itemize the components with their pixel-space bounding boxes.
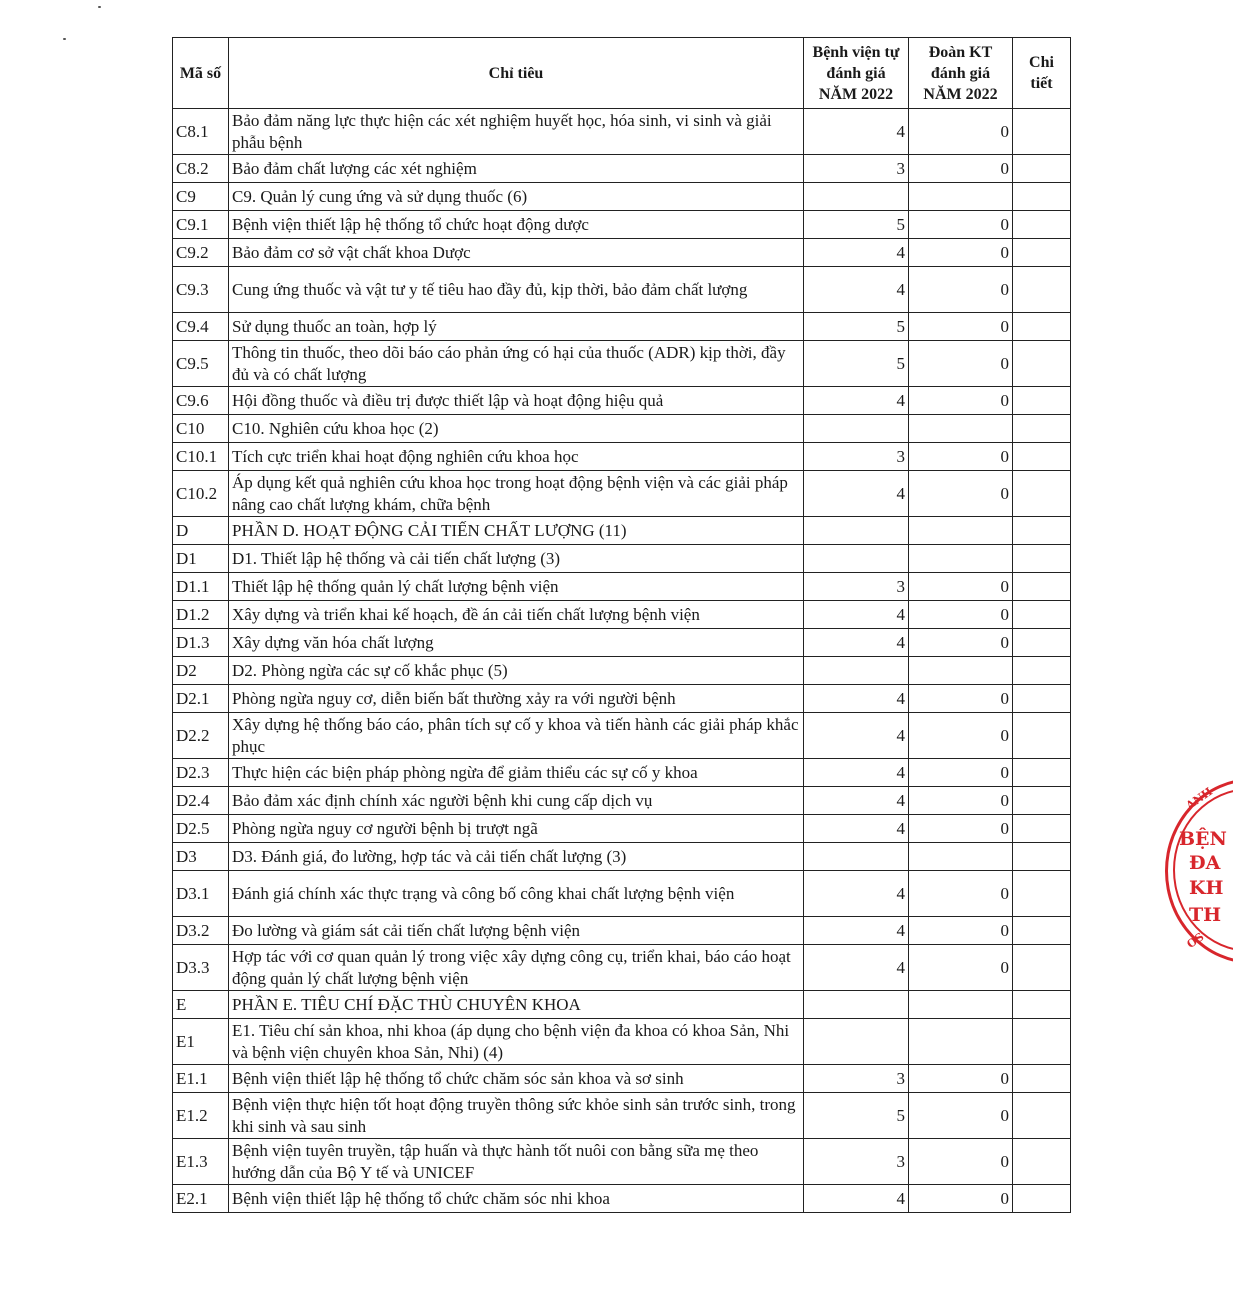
row-code: C10 [173, 415, 229, 443]
row-detail [1013, 573, 1071, 601]
row-criteria: Đo lường và giám sát cải tiến chất lượng bệnh viện [229, 917, 804, 945]
row-criteria: Phòng ngừa nguy cơ người bệnh bị trượt ngã [229, 815, 804, 843]
table-row [173, 239, 1071, 267]
table-row [173, 843, 1071, 871]
row-hospital-score: 5 [804, 211, 909, 239]
row-code: C10.1 [173, 443, 229, 471]
row-team-score: 0 [909, 387, 1013, 415]
row-criteria: Xây dựng và triển khai kế hoạch, đề án cải tiến chất lượng bệnh viện [229, 601, 804, 629]
table-row [173, 713, 1071, 759]
stamp-line-2: ĐA [1189, 852, 1221, 874]
row-team-score [909, 1019, 1013, 1065]
row-criteria: PHẦN E. TIÊU CHÍ ĐẶC THÙ CHUYÊN KHOA [229, 991, 804, 1019]
stamp-bottom-text: OS [1184, 930, 1207, 951]
table-row [173, 759, 1071, 787]
row-criteria: Bảo đảm xác định chính xác người bệnh khi cung cấp dịch vụ [229, 787, 804, 815]
row-hospital-score: 3 [804, 443, 909, 471]
row-code: C9.2 [173, 239, 229, 267]
row-detail [1013, 1185, 1071, 1213]
row-criteria: E1. Tiêu chí sản khoa, nhi khoa (áp dụng cho bệnh viện đa khoa có khoa Sản, Nhi và bệnh viện chuyên khoa Sản, Nhi) (4) [229, 1019, 804, 1065]
row-team-score: 0 [909, 759, 1013, 787]
row-code: D1 [173, 545, 229, 573]
table-row [173, 917, 1071, 945]
row-detail [1013, 871, 1071, 917]
row-hospital-score: 3 [804, 1065, 909, 1093]
row-code: C10.2 [173, 471, 229, 517]
table-row [173, 1093, 1071, 1139]
row-team-score: 0 [909, 211, 1013, 239]
table-row [173, 815, 1071, 843]
row-criteria: Đánh giá chính xác thực trạng và công bố công khai chất lượng bệnh viện [229, 871, 804, 917]
row-criteria: Hợp tác với cơ quan quản lý trong việc xây dựng công cụ, triển khai, báo cáo hoạt động quản lý chất lượng bệnh viện [229, 945, 804, 991]
row-criteria: Cung ứng thuốc và vật tư y tế tiêu hao đầy đủ, kịp thời, bảo đảm chất lượng [229, 267, 804, 313]
row-team-score [909, 517, 1013, 545]
stamp-line-3: KH [1189, 877, 1224, 899]
row-team-score: 0 [909, 155, 1013, 183]
row-team-score: 0 [909, 685, 1013, 713]
table-row [173, 387, 1071, 415]
table-body [173, 109, 1071, 1213]
table-header-row [173, 38, 1071, 109]
table-row [173, 1065, 1071, 1093]
row-team-score: 0 [909, 1065, 1013, 1093]
row-team-score: 0 [909, 1139, 1013, 1185]
row-code: E [173, 991, 229, 1019]
table-row [173, 1019, 1071, 1065]
row-code: D1.3 [173, 629, 229, 657]
stamp-line-4: TH [1189, 904, 1222, 926]
table-row [173, 871, 1071, 917]
row-hospital-score: 4 [804, 471, 909, 517]
row-team-score: 0 [909, 109, 1013, 155]
row-detail [1013, 443, 1071, 471]
row-criteria: Thông tin thuốc, theo dõi báo cáo phản ứng có hại của thuốc (ADR) kịp thời, đầy đủ và có chất lượng [229, 341, 804, 387]
table-row [173, 991, 1071, 1019]
row-team-score: 0 [909, 1093, 1013, 1139]
row-detail [1013, 183, 1071, 211]
row-detail [1013, 545, 1071, 573]
table-row [173, 341, 1071, 387]
row-team-score: 0 [909, 239, 1013, 267]
row-criteria: C10. Nghiên cứu khoa học (2) [229, 415, 804, 443]
row-team-score: 0 [909, 917, 1013, 945]
header-criteria: Chỉ tiêu [229, 38, 804, 109]
row-hospital-score: 4 [804, 815, 909, 843]
row-hospital-score: 4 [804, 629, 909, 657]
table-row [173, 629, 1071, 657]
row-hospital-score: 4 [804, 713, 909, 759]
row-code: D3 [173, 843, 229, 871]
row-hospital-score: 4 [804, 685, 909, 713]
row-detail [1013, 843, 1071, 871]
row-detail [1013, 657, 1071, 685]
row-hospital-score: 5 [804, 341, 909, 387]
row-criteria: Xây dựng văn hóa chất lượng [229, 629, 804, 657]
row-detail [1013, 601, 1071, 629]
scan-speck [63, 38, 66, 40]
row-detail [1013, 815, 1071, 843]
row-hospital-score [804, 545, 909, 573]
table-row [173, 267, 1071, 313]
table-row [173, 685, 1071, 713]
row-code: C8.1 [173, 109, 229, 155]
row-code: C8.2 [173, 155, 229, 183]
table-row [173, 517, 1071, 545]
row-team-score: 0 [909, 787, 1013, 815]
table-row [173, 573, 1071, 601]
row-code: E1.1 [173, 1065, 229, 1093]
header-code: Mã số [173, 38, 229, 109]
row-detail [1013, 387, 1071, 415]
row-team-score: 0 [909, 871, 1013, 917]
row-team-score [909, 415, 1013, 443]
row-criteria: Bảo đảm chất lượng các xét nghiệm [229, 155, 804, 183]
row-criteria: Hội đồng thuốc và điều trị được thiết lập và hoạt động hiệu quả [229, 387, 804, 415]
table-row [173, 657, 1071, 685]
table-row [173, 211, 1071, 239]
table-row [173, 443, 1071, 471]
table-row [173, 155, 1071, 183]
row-criteria: Bệnh viện thiết lập hệ thống tổ chức chăm sóc nhi khoa [229, 1185, 804, 1213]
row-criteria: Bệnh viện thiết lập hệ thống tổ chức hoạt động dược [229, 211, 804, 239]
row-team-score: 0 [909, 443, 1013, 471]
row-code: D [173, 517, 229, 545]
row-team-score: 0 [909, 1185, 1013, 1213]
row-detail [1013, 155, 1071, 183]
table-row [173, 471, 1071, 517]
row-criteria: Áp dụng kết quả nghiên cứu khoa học trong hoạt động bệnh viện và các giải pháp nâng cao chất lượng khám, chữa bệnh [229, 471, 804, 517]
row-code: D2.3 [173, 759, 229, 787]
table-row [173, 183, 1071, 211]
row-team-score: 0 [909, 601, 1013, 629]
row-team-score [909, 657, 1013, 685]
row-hospital-score: 4 [804, 871, 909, 917]
row-detail [1013, 471, 1071, 517]
row-detail [1013, 341, 1071, 387]
row-detail [1013, 759, 1071, 787]
row-criteria: Tích cực triển khai hoạt động nghiên cứu khoa học [229, 443, 804, 471]
row-hospital-score: 5 [804, 1093, 909, 1139]
row-hospital-score [804, 517, 909, 545]
row-hospital-score [804, 415, 909, 443]
row-criteria: Xây dựng hệ thống báo cáo, phân tích sự cố y khoa và tiến hành các giải pháp khắc phục [229, 713, 804, 759]
row-code: D3.3 [173, 945, 229, 991]
scan-speck [98, 6, 101, 8]
row-detail [1013, 991, 1071, 1019]
row-code: C9.4 [173, 313, 229, 341]
row-team-score: 0 [909, 815, 1013, 843]
row-code: C9.3 [173, 267, 229, 313]
row-detail [1013, 713, 1071, 759]
row-criteria: Phòng ngừa nguy cơ, diễn biến bất thường xảy ra với người bệnh [229, 685, 804, 713]
row-team-score: 0 [909, 471, 1013, 517]
row-detail [1013, 945, 1071, 991]
header-inspection-team: Đoàn KT đánh giá NĂM 2022 [909, 38, 1013, 109]
row-criteria: Sử dụng thuốc an toàn, hợp lý [229, 313, 804, 341]
row-criteria: Bệnh viện thực hiện tốt hoạt động truyền thông sức khỏe sinh sản trước sinh, trong khi sinh và sau sinh [229, 1093, 804, 1139]
row-hospital-score: 4 [804, 759, 909, 787]
row-hospital-score [804, 183, 909, 211]
table-row [173, 601, 1071, 629]
row-hospital-score: 3 [804, 573, 909, 601]
row-code: E1.3 [173, 1139, 229, 1185]
row-code: C9.6 [173, 387, 229, 415]
table-row [173, 415, 1071, 443]
table-row [173, 945, 1071, 991]
row-criteria: D1. Thiết lập hệ thống và cải tiến chất lượng (3) [229, 545, 804, 573]
row-hospital-score [804, 657, 909, 685]
row-hospital-score: 3 [804, 1139, 909, 1185]
row-detail [1013, 1093, 1071, 1139]
row-criteria: Bảo đảm năng lực thực hiện các xét nghiệm huyết học, hóa sinh, vi sinh và giải phẫu bệnh [229, 109, 804, 155]
row-criteria: Bệnh viện tuyên truyền, tập huấn và thực hành tốt nuôi con bằng sữa mẹ theo hướng dẫn của Bộ Y tế và UNICEF [229, 1139, 804, 1185]
row-team-score: 0 [909, 945, 1013, 991]
row-detail [1013, 517, 1071, 545]
row-code: D2.5 [173, 815, 229, 843]
row-detail [1013, 313, 1071, 341]
row-code: D2.4 [173, 787, 229, 815]
row-hospital-score: 5 [804, 313, 909, 341]
stamp-line-1: BỆN [1179, 828, 1227, 850]
row-code: D3.1 [173, 871, 229, 917]
row-detail [1013, 267, 1071, 313]
row-code: D2.1 [173, 685, 229, 713]
row-criteria: D2. Phòng ngừa các sự cố khắc phục (5) [229, 657, 804, 685]
table-row [173, 313, 1071, 341]
row-detail [1013, 917, 1071, 945]
row-criteria: Thực hiện các biện pháp phòng ngừa để giảm thiểu các sự cố y khoa [229, 759, 804, 787]
row-team-score: 0 [909, 629, 1013, 657]
row-code: D2 [173, 657, 229, 685]
row-hospital-score: 4 [804, 387, 909, 415]
row-criteria: Bệnh viện thiết lập hệ thống tổ chức chăm sóc sản khoa và sơ sinh [229, 1065, 804, 1093]
row-hospital-score [804, 1019, 909, 1065]
row-hospital-score: 4 [804, 109, 909, 155]
row-hospital-score: 4 [804, 267, 909, 313]
row-detail [1013, 1065, 1071, 1093]
row-hospital-score [804, 991, 909, 1019]
red-seal-stamp [1165, 770, 1233, 970]
row-code: C9.5 [173, 341, 229, 387]
header-hospital-self: Bệnh viện tự đánh giá NĂM 2022 [804, 38, 909, 109]
row-criteria: C9. Quản lý cung ứng và sử dụng thuốc (6) [229, 183, 804, 211]
row-team-score: 0 [909, 267, 1013, 313]
row-hospital-score: 4 [804, 945, 909, 991]
row-hospital-score: 4 [804, 601, 909, 629]
row-criteria: PHẦN D. HOẠT ĐỘNG CẢI TIẾN CHẤT LƯỢNG (11) [229, 517, 804, 545]
row-team-score: 0 [909, 341, 1013, 387]
row-team-score [909, 545, 1013, 573]
table-row [173, 1185, 1071, 1213]
table-row [173, 1139, 1071, 1185]
table-row [173, 787, 1071, 815]
row-code: D1.2 [173, 601, 229, 629]
row-code: D2.2 [173, 713, 229, 759]
row-hospital-score: 4 [804, 917, 909, 945]
row-hospital-score [804, 843, 909, 871]
row-code: C9.1 [173, 211, 229, 239]
row-detail [1013, 1019, 1071, 1065]
table-row [173, 545, 1071, 573]
row-code: D1.1 [173, 573, 229, 601]
criteria-table [172, 37, 1071, 1213]
row-detail [1013, 415, 1071, 443]
row-detail [1013, 787, 1071, 815]
row-team-score [909, 183, 1013, 211]
table-row [173, 109, 1071, 155]
row-detail [1013, 109, 1071, 155]
row-team-score: 0 [909, 573, 1013, 601]
row-code: E2.1 [173, 1185, 229, 1213]
row-team-score [909, 991, 1013, 1019]
row-detail [1013, 629, 1071, 657]
row-hospital-score: 3 [804, 155, 909, 183]
row-criteria: Thiết lập hệ thống quản lý chất lượng bệnh viện [229, 573, 804, 601]
row-hospital-score: 4 [804, 787, 909, 815]
row-criteria: Bảo đảm cơ sở vật chất khoa Dược [229, 239, 804, 267]
stamp-small-text: ANH [1183, 784, 1215, 813]
row-code: C9 [173, 183, 229, 211]
row-criteria: D3. Đánh giá, đo lường, hợp tác và cải tiến chất lượng (3) [229, 843, 804, 871]
row-team-score: 0 [909, 713, 1013, 759]
row-detail [1013, 211, 1071, 239]
row-code: D3.2 [173, 917, 229, 945]
row-code: E1.2 [173, 1093, 229, 1139]
row-code: E1 [173, 1019, 229, 1065]
row-team-score [909, 843, 1013, 871]
row-detail [1013, 239, 1071, 267]
row-hospital-score: 4 [804, 1185, 909, 1213]
row-detail [1013, 685, 1071, 713]
header-detail: Chi tiết [1013, 38, 1071, 109]
row-hospital-score: 4 [804, 239, 909, 267]
row-team-score: 0 [909, 313, 1013, 341]
row-detail [1013, 1139, 1071, 1185]
